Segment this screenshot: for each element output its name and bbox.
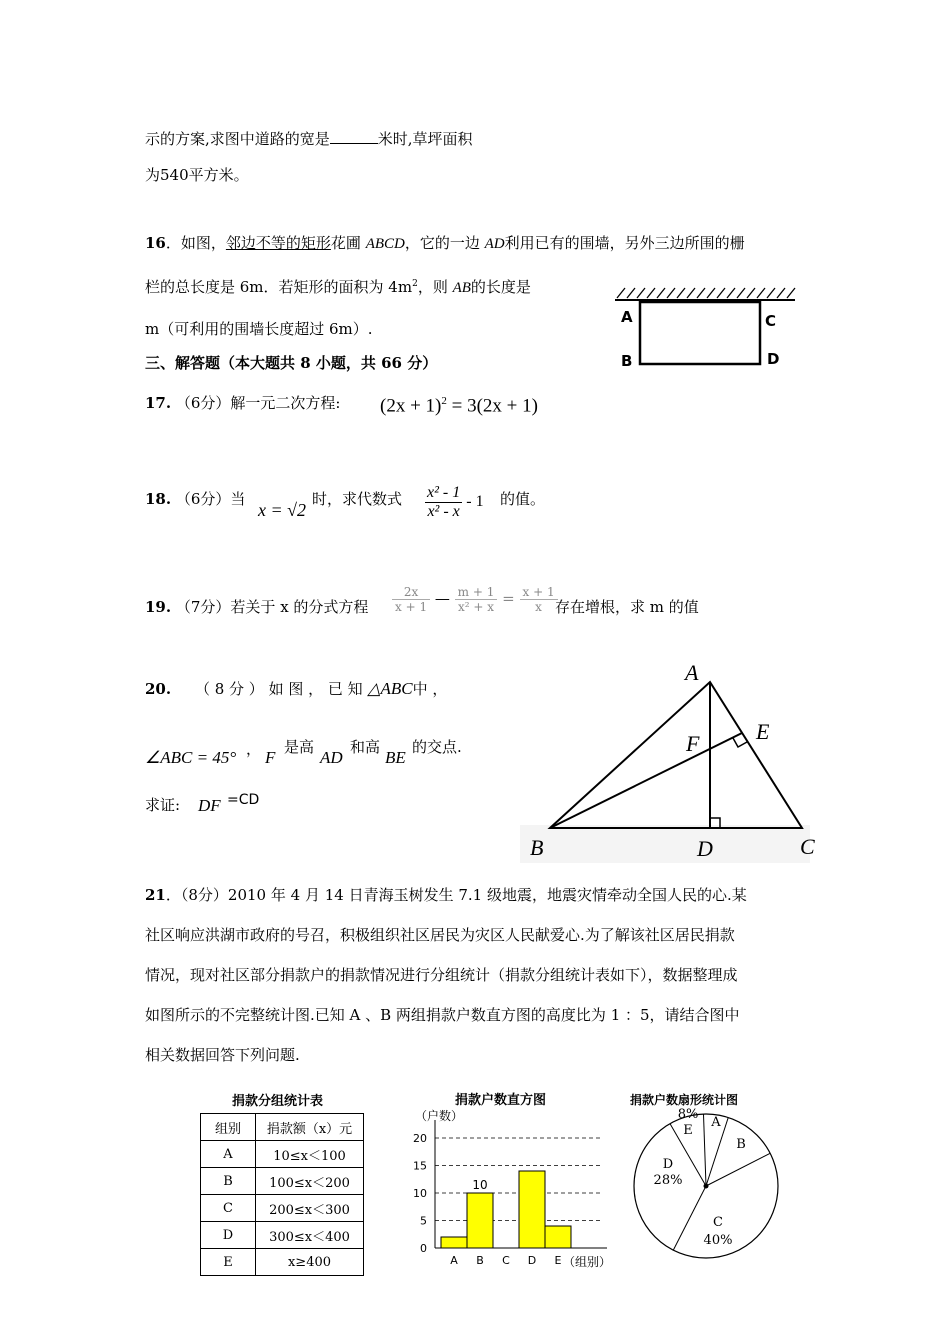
- q20-ad: AD: [320, 748, 343, 767]
- table-row: B 100≤x＜200: [201, 1168, 364, 1195]
- x-tick-label: B: [476, 1254, 484, 1267]
- q19: 19. （7分）若关于 x 的分式方程: [145, 598, 369, 616]
- q20-comma: ，: [246, 740, 262, 758]
- q21-line2: 社区响应洪湖市政府的号召，积极组织社区居民为灾区人民献爱心.为了解该社区居民捐款: [145, 926, 735, 944]
- slice-percent-D: 28%: [653, 1173, 683, 1188]
- chart-title: 捐款户数扇形统计图: [630, 1093, 739, 1107]
- x-tick-label: E: [554, 1254, 562, 1267]
- table-row: E x≥400: [201, 1249, 364, 1276]
- slice-percent-E: 8%: [677, 1107, 699, 1122]
- q21-line4: 如图所示的不完整统计图.已知 A 、B 两组捐款户数直方图的高度比为 1 ：5，请结合图中: [145, 1006, 740, 1024]
- x-tick-label: C: [502, 1254, 510, 1267]
- q20-line1: 20. （ 8 分 ） 如 图 ， 已 知 △ABC中 ，: [145, 679, 448, 698]
- label-c: C: [765, 312, 777, 330]
- table-title: 捐款分组统计表: [232, 1094, 324, 1109]
- q16-line1: 16．如图，邻边不等的矩形花圃 ABCD，它的一边 AD利用已有的围墙，另外三边所围的栅: [145, 234, 745, 252]
- histogram-chart: [395, 1086, 625, 1276]
- y-tick-label: 5: [420, 1214, 427, 1228]
- table-row: A 10≤x＜100: [201, 1141, 364, 1168]
- label-b: B: [621, 352, 633, 370]
- q15-line2: 为540平方米。: [145, 166, 249, 184]
- y-axis-label: （户数）: [415, 1109, 464, 1123]
- bar-B: [467, 1193, 493, 1248]
- y-tick-label: 10: [413, 1187, 427, 1200]
- label-f: F: [686, 731, 700, 756]
- pie-chart: [628, 1086, 788, 1276]
- answer-blank[interactable]: [330, 129, 378, 144]
- slice-percent-C: 40%: [703, 1233, 733, 1248]
- q18-text-c: 的值。: [500, 490, 546, 508]
- donation-group-table: [200, 1113, 364, 1276]
- slice-label-B: B: [736, 1137, 746, 1152]
- slice-label-D: D: [662, 1157, 674, 1172]
- slice-label-E: E: [683, 1123, 693, 1138]
- q16-line2: 栏的总长度是 6m．若矩形的面积为 $4m^2$，则 AB的长度是: [145, 278, 531, 296]
- y-tick-label: 15: [413, 1159, 427, 1173]
- x-tick-label: D: [527, 1254, 537, 1267]
- bar-D: [519, 1171, 545, 1248]
- x-axis-label: （组别）: [563, 1255, 612, 1269]
- q16-line3: m（可利用的围墙长度超过 6m）.: [145, 320, 373, 338]
- label-b: B: [530, 835, 544, 860]
- q18-condition: x = √2: [258, 500, 307, 520]
- slice-label-A: A: [711, 1115, 721, 1130]
- q15-line1: 示的方案,求图中道路的宽是 米时,草坪面积: [145, 130, 473, 148]
- table-row: C 200≤x＜300: [201, 1195, 364, 1222]
- q20-prove: 求证:: [145, 796, 181, 814]
- q21-line1: 21．（8分）2010 年 4 月 14 日青海玉树发生 7.1 级地震，地震灾情牵动全国人民的心.某: [145, 886, 747, 904]
- q20-angle: ∠ABC = 45°: [145, 748, 237, 767]
- label-c: C: [800, 834, 815, 859]
- q19-text-b: 存在增根，求 m 的值: [555, 598, 699, 616]
- q18-text-b: 时，求代数式: [312, 490, 403, 508]
- table-header: 捐款额（x）元: [256, 1114, 364, 1141]
- wall-hatching: [617, 288, 795, 298]
- bar-E: [545, 1226, 571, 1248]
- q16-figure: [605, 282, 805, 376]
- label-a: A: [685, 660, 699, 685]
- label-d: D: [767, 350, 780, 368]
- pie-center: [704, 1184, 709, 1189]
- section-3-heading: 三、解答题（本大题共 8 小题，共 66 分）: [145, 354, 438, 372]
- q17: 17. （6分）解一元二次方程:: [145, 394, 341, 412]
- q18: 18. （6分）当: [145, 490, 246, 508]
- table-row: D 300≤x＜400: [201, 1222, 364, 1249]
- slice-label-C: C: [713, 1215, 723, 1230]
- x-tick-label: A: [450, 1254, 458, 1267]
- q20-be: BE: [385, 748, 406, 767]
- q21-line5: 相关数据回答下列问题.: [145, 1046, 300, 1064]
- q20-and-high: 和高: [350, 738, 381, 756]
- q20-eqcd: =CD: [227, 792, 260, 808]
- y-tick-label: 20: [413, 1132, 427, 1145]
- q20-triangle-figure: [520, 660, 830, 865]
- q20-is-high: 是高: [284, 738, 315, 756]
- q18-expression: $\frac{\text{x² - 1}}{\text{x² - x}}$ - 1: [427, 484, 484, 520]
- bar-A: [441, 1237, 467, 1248]
- label-e: E: [756, 719, 770, 744]
- q20-intersection: 的交点.: [412, 738, 462, 756]
- q20-df: DF: [198, 796, 221, 815]
- chart-title: 捐款户数直方图: [455, 1093, 547, 1108]
- q19-equation: $\frac{2x}{x + 1}$ — $\frac{m + 1}{\text{x² + x}}$ = $\frac{x + 1}{x}$: [392, 585, 558, 614]
- label-a: A: [621, 308, 633, 326]
- label-d: D: [697, 836, 713, 861]
- data-label: 10: [472, 1178, 488, 1192]
- q17-equation: $(2x + 1)^2 = 3(2x + 1)$: [380, 395, 538, 417]
- q21-line3: 情况，现对社区部分捐款户的捐款情况进行分组统计（捐款分组统计表如下），数据整理成: [145, 966, 738, 984]
- rectangle-abcd: [640, 302, 760, 364]
- q20-f: F: [265, 748, 276, 767]
- y-tick-label: 0: [420, 1242, 427, 1255]
- table-header: 组别: [201, 1114, 256, 1141]
